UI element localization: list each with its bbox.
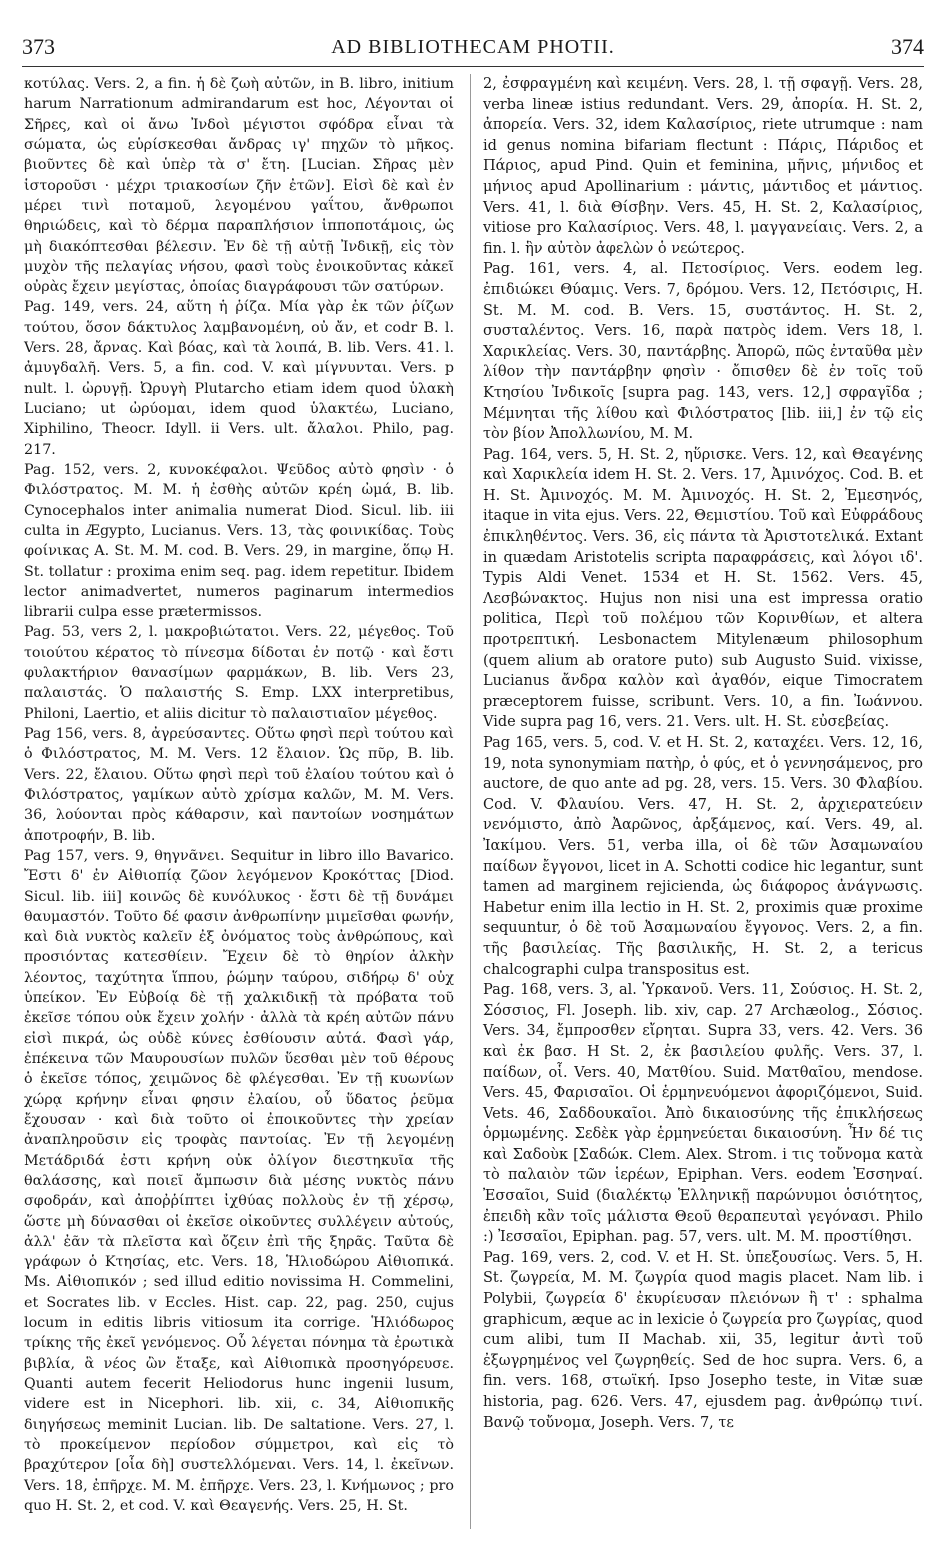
paragraph: Pag. 169, vers. 2, cod. V. et H. St. ὑπεξουσίως. Vers. 5, H. St. ζωγρεία, M. M. ζωγρία quod magis placet. Nam lib. i Polybii, ζωγρεία δ' ἐκυρίευσαν πλειόνων ἢ τ' : sphalma graphicum, æque ac in lexicie ὁ ζωγρεία pro ζωγρίας, quod cum alibi, tum II Machab. xii, 35, legitur ἀντὶ τοῦ ἐξωγρημένος vel ζωγρηθείς. Sed de hoc supra. Vers. 6, a fin. vers. 168, στωϊκή. Ipso Josepho teste, in Vitæ suæ historia, pag. 626. Vers. 47, ejusdem pag. ἀνθρώπῳ τινί. Βανῷ τοὔνομα, Joseph. Vers. 7, τε bbox=[483, 1249, 923, 1431]
paragraph: Pag. 164, vers. 5, H. St. 2, ηὕρισκε. Vers. 12, καὶ Θεαγένης καὶ Χαρικλεία idem H. St. 2. Vers. 17, Ἀμινόχος. Cod. B. et H. St. Ἀμινοχός. M. M. Ἀμινοχός. H. St. 2, Ἐμεσηνός, itaque in vita ejus. Vers. 22, Θεμιστίου. Τοῦ καὶ Εὐφράδους ἐπικληθέντος. Vers. 36, εἰς πάντα τὰ Ἀριστοτελικά. Extant in quædam Aristotelis scripta παραφράσεις, καὶ λόγοι ιδ'. Typis Aldi Venet. 1534 et H. St. 1562. Vers. 45, Λεσβώνακτος. Hujus non nisi una est impressa oratio politica, Περὶ τοῦ πολέμου τῶν Κορινθίων, et altera προτρεπτική. Lesbonactem Mitylenæum philosophum (quem alium ab oratore puto) sub Augusto Suid. vixisse, Lucianus ἄνδρα καλὸν καὶ ἀγαθόν, eique Timocratem præceptorem fuisse, scribunt. Vers. 10, a fin. Ἰωάννου. Vide supra pag 16, vers. 21. Vers. ult. H. St. εὐσεβείας. bbox=[483, 446, 923, 731]
running-title: AD BIBLIOTHECAM PHOTII. bbox=[331, 36, 615, 58]
paragraph: Pag. 168, vers. 3, al. Ὑρκανοῦ. Vers. 11, Σούσιος. H. St. 2, Σόσσιος, Fl. Joseph. lib. xiv, cap. 27 Archæolog., Σόσιος. Vers. 34, ἔμπροσθεν εἴρηται. Supra 33, vers. 42. Vers. 36 καὶ ἐκ βασ. H St. 2, ἐκ βασιλείου φυλῆς. Vers. 37, l. παίδων, οἷ. Vers. 40, Ματθίου. Suid. Ματθαῖου, mendose. Vers. 45, Φαρισαῖοι. Οἱ ἑρμηνευόμενοι ἀφοριζόμενοι, Suid. Vets. 46, Σαδδουκαῖοι. Ἀπὸ δικαιοσύνης τῆς ἐπικλήσεως ὁρμωμένης. Σεδὲκ γὰρ ἑρμηνεύεται δικαιοσύνη. Ἦν δέ τις καὶ Σαδοὺκ [Σαδώκ. Clem. Alex. Strom. i τις τοὔνομα κατὰ τὸ παλαιὸν τῶν ἱερέων, Epiphan. Vers. eodem Ἐσσηναί. Ἐσσαῖοι, Suid (διαλέκτῳ Ἑλληνικῇ παρώνυμοι ὁσιότητος, ἐπειδὴ κἂν τοῖς μάλιστα Θεοῦ θεραπευταὶ γεγόνασι. Philo :) Ἰεσσαῖοι, Epiphan. pag. 57, vers. ult. M. M. προστίθησι. bbox=[483, 982, 923, 1246]
paragraph: Pag. 152, vers. 2, κυνοκέφαλοι. Ψεῦδος αὐτὸ φησὶν · ὁ Φιλόστρατος. M. M. ἡ ἐσθὴς αὐτῶν κρέη ὠμά, B. lib. Cynocephalos inter animalia numerat Diod. Sicul. lib. iii culta in Ægypto, Lucianus. Vers. 13, τὰς φοινικίδας. Τοὺς φοίνικας A. St. M. M. cod. B. Vers. 29, in margine, ὅπῳ H. St. tollatur : proxima enim seq. pag. idem repetitur. Ibidem lector animadvertet, numeros paginarum intermedios librarii culpa esse prætermissos. bbox=[24, 461, 454, 621]
paragraph: Pag. 149, vers. 24, αὕτη ἡ ῥίζα. Μία γὰρ ἐκ τῶν ῥίζων τούτου, ὅσον δάκτυλος λαμβανομένη, οὐ ἄν, et codr B. l. Vers. 28, ἄρνας. Καὶ βόας, καὶ τὰ λοιπά, B. lib. Vers. 41. l. ἀμυγδαλῆ. Vers. 5, a fin. cod. V. καὶ μίγνυνται. Vers. p nult. l. ὠρυγῇ. Ὠρυγὴ Plutarcho etiam idem quod ὑλακὴ Luciano; ut ὠρύομαι, idem quod ὑλακτέω, Luciano, Xiphilino, Theocr. Idyll. ii Vers. ult. ἄλαλοι. Philo, pag. 217. bbox=[24, 299, 454, 458]
column-divider bbox=[470, 74, 471, 1529]
paragraph: 2, ἐσφραγμένη καὶ κειμένη. Vers. 28, l. τῇ σφαγῇ. Vers. 28, verba lineæ istius redundant. Vers. 29, ἀπορία. H. St. 2, ἀπορεία. Vers. 32, idem Καλασίριος, riete utrumque : nam id genus nomina bifariam flectunt : Πάρις, Πάριδος et Πάριος, apud Pind. Quin et feminina, μῆνις, μήνιδος et μήνιος apud Apollinarium : μάντις, μάντιδος et μάντιος. Vers. 41, l. διὰ Θίσβην. Vers. 45, H. St. 2, Καλασίριος, vitiose pro Καλασίριος. Vers. 48, l. μαγγανείαις. Vers. 2, a fin. l. ἣν αὐτὸν ἀφελὼν ὁ νεώτερος. bbox=[483, 76, 923, 257]
paragraph: κοτύλας. Vers. 2, a fin. ἡ δὲ ζωὴ αὐτῶν, in B. libro, initium harum Narrationum admirandarum est hoc, Λέγονται οἱ Σῆρες, καὶ οἱ ἄνω Ἰνδοὶ μέγιστοι σφόδρα εἶναι τὰ σώματα, ὡς εὑρίσκεσθαι ἄνδρας ιγ' πηχῶν τὸ μῆκος. βιοῦντες δὲ καὶ ὑπὲρ τὰ σ' ἔτη. [Lucian. Σῆρας μὲν ἱστοροῦσι · μέχρι τριακοσίων ζῆν ἐτῶν]. Εἰσὶ δὲ καὶ ἐν μέρει τινὶ ποταμοῦ, λεγομένου γαΐτου, ἄνθρωποι θηριώδεις, καὶ τὸ δέρμα παραπλήσιον ἱπποποτάμοις, ὡς μὴ διακόπτεσθαι βέλεσιν. Ἐν δὲ τῇ αὐτῇ Ἰνδικῇ, εἰς τὸν μυχὸν τῆς πελαγίας νήσου, φασὶ τοὺς ἐνοικοῦντας κἀκεῖ οὐρὰς ἔχειν μεγίστας, ὁποίας διαγράφουσι τῶν σατύρων. bbox=[24, 76, 454, 296]
paragraph: Pag. 53, vers 2, l. μακροβιώτατοι. Vers. 22, μέγεθος. Τοῦ τοιούτου κέρατος τὸ πίνεσμα δίδοται ἐν ποτῷ · καὶ ἔστι φυλακτήριον θανασίμων φαρμάκων, B. lib. Vers 23, παλαιστάς. Ὁ παλαιστής S. Emp. LXX interpretibus, Philoni, Laertio, et aliis dicitur τὸ παλαιστιαῖον μέγεθος. bbox=[24, 624, 454, 722]
left-column bbox=[24, 74, 454, 1516]
paragraph: Pag 156, vers. 8, ἀγρεύσαντες. Οὕτω φησὶ περὶ τούτου καὶ ὁ Φιλόστρατος, M. M. Vers. 12 ἔλαιον. Ὡς πῦρ, B. lib. Vers. 22, ἔλαιου. Οὕτω φησὶ περὶ τοῦ ἐλαίου τούτου καὶ ὁ Φιλόστρατος, γαμίκων αὐτὸ χρίσμα καλῶν, M. M. Vers. 36, λούονται πρὸς κάθαρσιν, καὶ παντοίων νοσημάτων ἀποτροφήν, B. lib. bbox=[24, 726, 454, 844]
right-column bbox=[483, 74, 923, 1433]
header-rule bbox=[22, 66, 924, 67]
paragraph: Pag. 161, vers. 4, al. Πετοσίριος. Vers. eodem leg. ἐπιδιώκει Θύαμις. Vers. 7, δρόμου. Vers. 12, Πετόσιρις, H. St. M. M. cod. B. Vers. 15, συστάντος. H. St. 2, συσταλέντος. Vers. 16, παρὰ πατρὸς idem. Vers 18, l. Χαρικλείας. Vers. 30, παντάρβης. Ἀπορῶ, πῶς ἐνταῦθα μὲν λίθον τὴν παντάρβην φησὶν · ὄπισθεν δὲ ἐν τοῖς τοῦ Κτησίου Ἰνδικοῖς [supra pag. 143, vers. 12,] σφραγῖδα ; Μέμνηται τῆς λίθου καὶ Φιλόστρατος [lib. iii,] ἐν τῷ εἰς τὸν βίον Ἀπολλωνίου, M. M. bbox=[483, 261, 923, 443]
paragraph: Pag 157, vers. 9, θηγνᾶνει. Sequitur in libro illo Bavarico. Ἔστι δ' ἐν Αἰθιοπίᾳ ζῶον λεγόμενον Κροκόττας [Diod. Sicul. lib. iii] κοινῶς δὲ κυνόλυκος · ἔστι δὲ τῇ δυνάμει θαυμαστόν. Τοῦτο δέ φασιν ἀνθρωπίνην μιμεῖσθαι φωνήν, καὶ διὰ νυκτὸς καλεῖν ἐξ ὀνόματος τοὺς ἀνθρώπους, καὶ προσιόντας κατεσθίειν. Ἔχειν δὲ τὸ θηρίον ἀλκὴν λέοντος, ταχύτητα ἵππου, ῥώμην ταύρου, σιδήρῳ δ' οὐχ ὑπείκον. Ἐν Εὐβοίᾳ δὲ τῇ χαλκιδικῇ τὰ πρόβατα τοῦ ἐκεῖσε τόπου οὐκ ἔχειν χολήν · ἀλλὰ τὰ κρέη αὐτῶν πάνυ εἰσὶ πικρά, ὡς οὐδὲ κύνες ἐσθίουσιν αὐτά. Φασὶ γάρ, ἐπέκεινα τῶν Μαυρουσίων πυλῶν ὕεσθαι μὲν τοῦ θέρους ὁ ἐκεῖσε τόπος, χειμῶνος δὲ φλέγεσθαι. Ἐν τῇ κυωνίων χώρᾳ κρήνην εἶναι φησιν ἐλαίου, οὗ ὕδατος ῥεῦμα ἔχουσαν · καὶ διὰ τοῦτο οἱ ἐποικοῦντες τὴν χρείαν ἀναπληροῦσιν εἰς τροφὰς παντοίας. Ἐν τῇ λεγομένῃ Μετάδριδά ἐστι κρήνη οὐκ ὀλίγον διεστηκυῖα τῆς θαλάσσης, καὶ ποιεῖ ἄμπωσιν διὰ μέσης νυκτὸς πάνυ σφοδράν, καὶ ἀποῤῥίπτει ἰχθύας πολλοὺς ἐν τῇ χέρσῳ, ὥστε μὴ δύνασθαι οἱ ἐκεῖσε οἰκοῦντες συλλέγειν αὐτούς, ἀλλ' ἐᾶν τὰ πλεῖστα καὶ ὄζειν ἐπὶ τῆς ξηρᾶς. Ταῦτα δὲ γράφων ὁ Κτησίας, etc. Vers. 18, Ἡλιοδώρου Αἰθιοπικά. Ms. Αἰθιοπικόν ; sed illud editio novissima H. Commelini, et Socrates lib. v Eccles. Hist. cap. 22, pag. 250, cujus locum in editis libris vitiosum ita corrige. Ἡλιόδωρος τρίκης τῆς ἐκεῖ γενόμενος. Οὗ λέγεται πόνημα τὰ ἐρωτικὰ βιβλία, ἃ νέος ὢν ἔταξε, καὶ Αἰθιοπικὰ προσηγόρευσε. Quanti autem fecerit Heliodorus hunc ingenii lusum, videre est in Nicephori. lib. xii, c. 34, Αἰθιοπικῆς διηγήσεως meminit Lucian. lib. De saltatione. Vers. 27, l. τὸ προκείμενον περίοδον σύμμετροι, καὶ εἰς τὸ βραχύτερον [οἷα δὴ] συστελλόμεναι. Vers. 14, l. ἐκεῖνων. Vers. 18, ἐπῆρχε. M. M. ἐπῆρχε. Vers. 23, l. Κνήμωνος ; pro quo H. St. 2, et cod. V. καὶ Θεαγενής. Vers. 25, H. St. bbox=[24, 847, 454, 1514]
paragraph: Pag 165, vers. 5, cod. V. et H. St. 2, καταχέει. Vers. 12, 16, 19, nota synonymiam πατὴρ, ὁ φύς, et ὁ γεννησάμενος, pro auctore, de quo ante ad pg. 28, vers. 15. Vers. 30 Φλαβίου. Cod. V. Φλαυίου. Vers. 47, H. St. 2, ἀρχιερατεύειν νενόμιστο, ἀπὸ Ἀαρῶνος, ἀρξάμενος, καί. Vers. 49, al. Ἰακίμου. Vers. 51, verba illa, οἱ δὲ τῶν Ἀσαμωναίου παίδων ἔγγονοι, licet in A. Schotti codice hic legantur, sunt tamen ad marginem rejicienda, ὡς διάφορος ἀνάγνωσις. Habetur enim illa lectio in H. St. 2, proximis quæ proxime sequuntur, ὁ δὲ τοῦ Ἀσαμωναίου ἔγγονος. Vers. 2, a fin. τῆς βασιλείας. Τῆς βασιλικῆς, H. St. 2, a tericus chalcographi culpa transpositus est. bbox=[483, 735, 923, 978]
page-number-left: 373 bbox=[22, 34, 55, 59]
page-header bbox=[22, 30, 924, 66]
page-number-right: 374 bbox=[891, 34, 924, 59]
